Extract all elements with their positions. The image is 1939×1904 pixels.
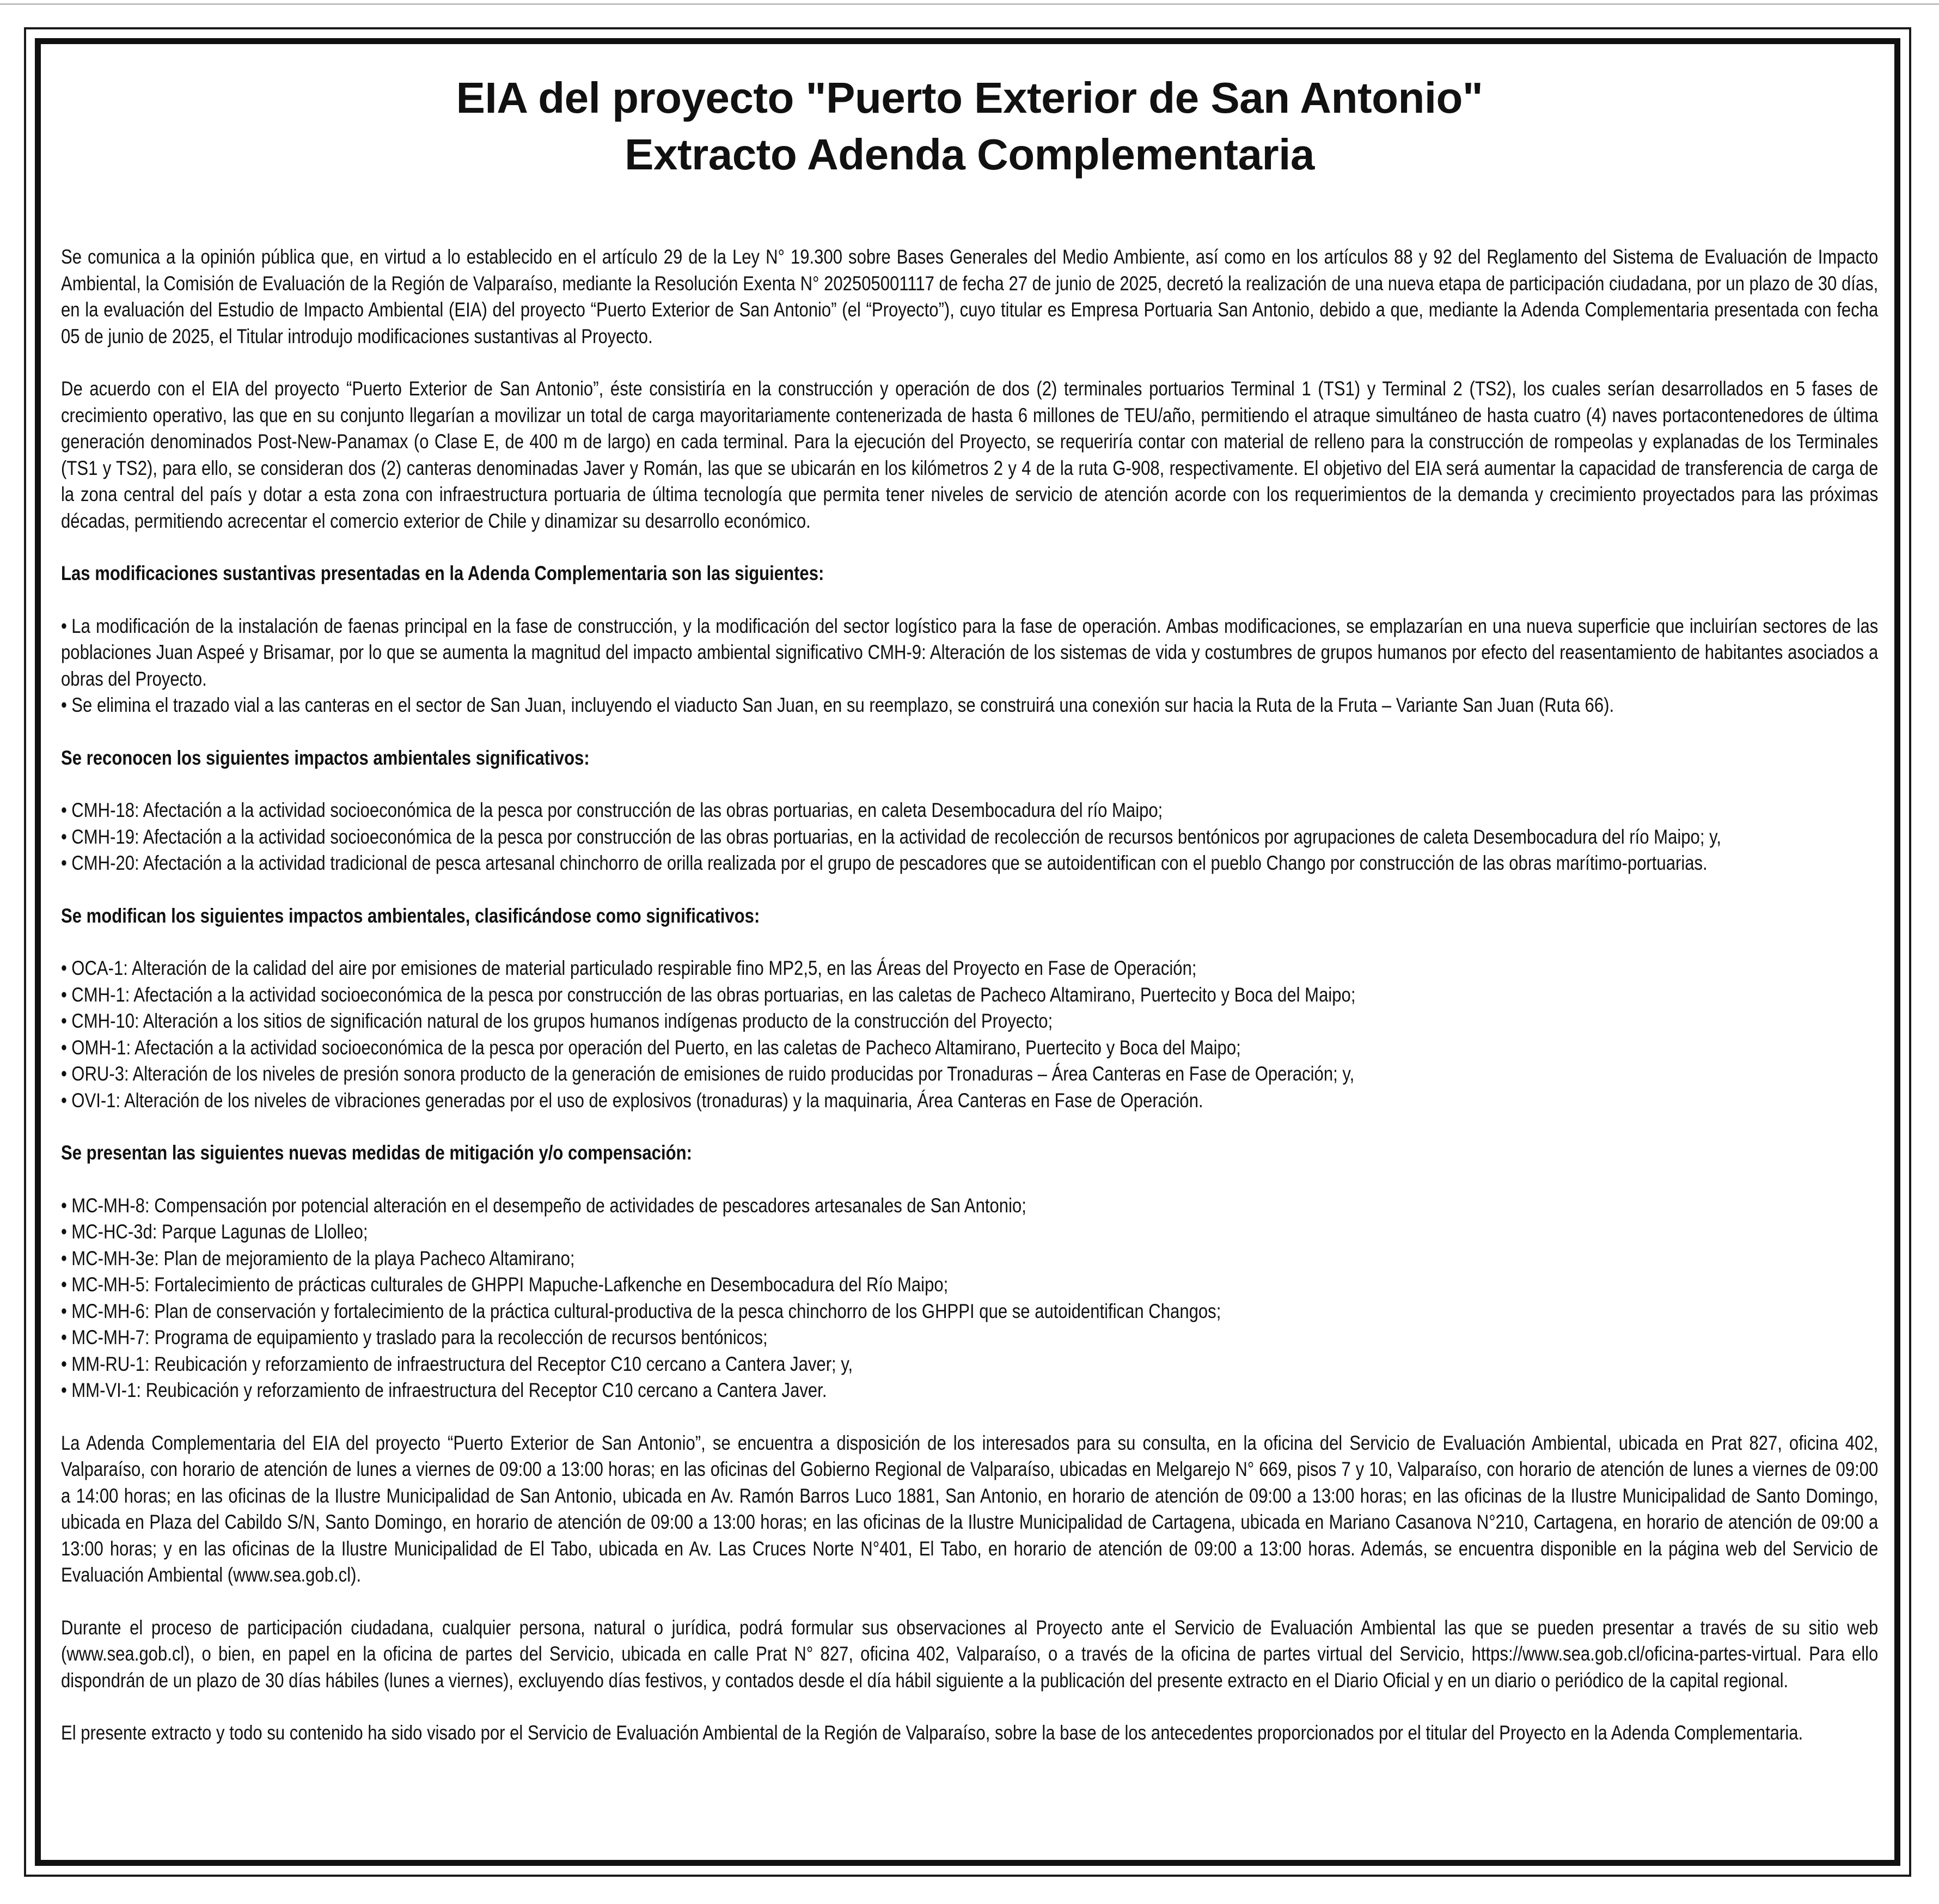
bullet-icon: • — [61, 1063, 67, 1085]
list-item-text: MC-MH-6: Plan de conservación y fortalecimiento de la práctica cultural-productiva de la pesca chinchorro de los GHPPI que se autoidentifican Changos; — [71, 1299, 1221, 1322]
notice-body — [61, 244, 1878, 1747]
list-item — [61, 824, 1878, 851]
list-item — [61, 955, 1878, 982]
list-item-text: MM-RU-1: Reubicación y reforzamiento de infraestructura del Receptor C10 cercano a Cantera Javer; y, — [71, 1352, 853, 1375]
bullet-icon: • — [61, 1010, 67, 1032]
bullet-icon: • — [61, 825, 67, 848]
notice-content — [61, 70, 1878, 1773]
list-item-text: MC-MH-5: Fortalecimiento de prácticas culturales de GHPPI Mapuche-Lafkenche en Desembocadura del Río Maipo; — [71, 1273, 949, 1296]
list-item-text: La modificación de la instalación de faenas principal en la fase de construcción, y la modificación del sector logístico para la fase de operación. Ambas modificaciones, se emplazarían en una nueva superficie que incluirían sectores de las poblaciones Juan Aspeé y Brisamar, por lo que se aumenta la magnitud del impacto ambiental significativo CMH-9: Alteración de los sistemas de vida y costumbres de grupos humanos por efecto del reasentamiento de habitantes asociados a obras del Proyecto. — [61, 614, 1879, 690]
list-item-text: OCA-1: Alteración de la calidad del aire por emisiones de material particulado respirable fino MP2,5, en las Áreas del Proyecto en Fase de Operación; — [71, 957, 1197, 979]
intro-paragraph-1: Se comunica a la opinión pública que, en virtud a lo establecido en el artículo 29 de la Ley N° 19.300 sobre Bases Generales del Medio Ambiente, así como en los artículos 88 y 92 del Reglamento del Sistema de Evaluación de Impacto Ambiental, la Comisión de Evaluación de la Región de Valparaíso, mediante la Resolución Exenta N° 202505001117 de fecha 27 de junio de 2025, decretó la realización de una nueva etapa de participación ciudadana, por un plazo de 30 días, en la evaluación del Estudio de Impacto Ambiental (EIA) del proyecto “Puerto Exterior de San Antonio” (el “Proyecto”), cuyo titular es Empresa Portuaria San Antonio, debido a que, mediante la Adenda Complementaria presentada con fecha 05 de junio de 2025, el Titular introdujo modificaciones sustantivas al Proyecto. — [61, 246, 1879, 347]
title-line-2: Extracto Adenda Complementaria — [625, 130, 1314, 179]
list-item-text: CMH-1: Afectación a la actividad socioeconómica de la pesca por construcción de las obras portuarias, en las caletas de Pacheco Altamirano, Puertecito y Boca del Maipo; — [71, 983, 1356, 1006]
bullet-icon: • — [61, 1247, 67, 1270]
bullet-icon: • — [61, 799, 67, 821]
list-item-text: MC-MH-8: Compensación por potencial alteración en el desempeño de actividades de pescadores artesanales de San Antonio; — [71, 1194, 1026, 1217]
list-impactos-reconocidos — [61, 797, 1878, 877]
list-item-text: CMH-18: Afectación a la actividad socioeconómica de la pesca por construcción de las obras portuarias, en caleta Desembocadura del río Maipo; — [71, 799, 1163, 821]
closing-paragraph-consulta: La Adenda Complementaria del EIA del proyecto “Puerto Exterior de San Antonio”, se encuentra a disposición de los interesados para su consulta, en la oficina del Servicio de Evaluación Ambiental, ubicada en Prat 827, oficina 402, Valparaíso, con horario de atención de lunes a viernes de 09:00 a 13:00 horas; en las oficinas del Gobierno Regional de Valparaíso, ubicadas en Melgarejo N° 669, pisos 7 y 10, Valparaíso, con horario de atención de lunes a viernes de 09:00 a 14:00 horas; en las oficinas de la Ilustre Municipalidad de San Antonio, ubicada en Av. Ramón Barros Luco 1881, San Antonio, en horario de atención de 09:00 a 13:00 horas; en las oficinas de la Ilustre Municipalidad de Santo Domingo, ubicada en Plaza del Cabildo S/N, Santo Domingo, en horario de atención de 09:00 a 13:00 horas; en las oficinas de la Ilustre Municipalidad de Cartagena, ubicada en Mariano Casanova N°210, Cartagena, en horario de atención de 09:00 a 13:00 horas; y en las oficinas de la Ilustre Municipalidad de El Tabo, ubicada en Av. Las Cruces Norte N°401, El Tabo, en horario de atención de 09:00 a 13:00 horas. Además, se encuentra disponible en la página web del Servicio de Evaluación Ambiental (www.sea.gob.cl). — [61, 1431, 1879, 1586]
list-item-text: CMH-19: Afectación a la actividad socioeconómica de la pesca por construcción de las obras portuarias, en la actividad de recolección de recursos bentónicos por agrupaciones de caleta Desembocadura del río Maipo; y, — [71, 825, 1721, 848]
list-item-text: CMH-10: Alteración a los sitios de significación natural de los grupos humanos indígenas producto de la construcción del Proyecto; — [71, 1010, 1053, 1032]
bullet-icon: • — [61, 1194, 67, 1217]
bullet-icon: • — [61, 1379, 67, 1401]
list-item-text: MC-MH-3e: Plan de mejoramiento de la playa Pacheco Altamirano; — [71, 1247, 575, 1270]
bullet-icon: • — [61, 1326, 67, 1348]
list-item-text: ORU-3: Alteración de los niveles de presión sonora producto de la generación de emisiones de ruido producidas por Tronaduras – Área Canteras en Fase de Operación; y, — [71, 1063, 1355, 1085]
intro-paragraph-2: De acuerdo con el EIA del proyecto “Puerto Exterior de San Antonio”, éste consistiría en la construcción y operación de dos (2) terminales portuarios Terminal 1 (TS1) y Terminal 2 (TS2), los cuales serían desarrollados en 5 fases de crecimiento operativo, las que en su conjunto llegarían a movilizar un total de carga mayoritariamente contenerizada de hasta 6 millones de TEU/año, permitiendo el atraque simultáneo de hasta cuatro (4) naves portacontenedores de última generación denominados Post-New-Panamax (o Clase E, de 400 m de largo) en cada terminal. Para la ejecución del Proyecto, se requeriría contar con material de relleno para la construcción de rompeolas y explanadas de los Terminales (TS1 y TS2), para ello, se consideran dos (2) canteras denominadas Javer y Román, las que se ubicarán en los kilómetros 2 y 4 de la ruta G-908, respectivamente. El objetivo del EIA será aumentar la capacidad de transferencia de carga de la zona central del país y dotar a esta zona con infraestructura portuaria de última tecnología que permita tener niveles de servicio de atención acorde con los requerimientos de la demanda y crecimiento proyectados para las próximas décadas, permitiendo acrecentar el comercio exterior de Chile y dinamizar su desarrollo económico. — [61, 377, 1879, 532]
list-item — [61, 1061, 1878, 1088]
list-item — [61, 850, 1878, 877]
list-item-text: CMH-20: Afectación a la actividad tradicional de pesca artesanal chinchorro de orilla realizada por el grupo de pescadores que se autoidentifican con el pueblo Chango por construcción de las obras marítimo-portuarias. — [71, 852, 1708, 874]
closing-paragraph-visado: El presente extracto y todo su contenido ha sido visado por el Servicio de Evaluación Ambiental de la Región de Valparaíso, sobre la base de los antecedentes proporcionados por el titular del Proyecto en la Adenda Complementaria. — [61, 1722, 1803, 1744]
list-item — [61, 1035, 1878, 1061]
list-impactos-modificados — [61, 955, 1878, 1114]
bullet-icon: • — [61, 983, 67, 1006]
list-item — [61, 1298, 1878, 1325]
list-modificaciones — [61, 613, 1878, 719]
bullet-icon: • — [61, 1273, 67, 1296]
section-heading-impactos-modificados: Se modifican los siguientes impactos ambientales, clasificándose como significativos: — [61, 904, 760, 927]
section-heading-medidas: Se presentan las siguientes nuevas medidas de mitigación y/o compensación: — [61, 1142, 692, 1164]
bullet-icon: • — [61, 1299, 67, 1322]
list-item-text: Se elimina el trazado vial a las canteras en el sector de San Juan, incluyendo el viaducto San Juan, en su reemplazo, se construirá una conexión sur hacia la Ruta de la Fruta – Variante San Juan (Ruta 66). — [71, 694, 1614, 716]
list-item — [61, 1193, 1878, 1219]
bullet-icon: • — [61, 1220, 67, 1243]
notice-title — [61, 70, 1878, 183]
list-item — [61, 797, 1878, 824]
list-item — [61, 1008, 1878, 1035]
bullet-icon: • — [61, 957, 67, 979]
list-item — [61, 1351, 1878, 1378]
bullet-icon: • — [61, 1036, 67, 1059]
list-item — [61, 982, 1878, 1009]
list-item — [61, 1325, 1878, 1351]
closing-paragraph-observaciones: Durante el proceso de participación ciudadana, cualquier persona, natural o jurídica, podrá formular sus observaciones al Proyecto ante el Servicio de Evaluación Ambiental las que se pueden presentar a través de su sitio web (www.sea.gob.cl), o bien, en papel en la oficina de partes del Servicio, ubicada en calle Prat N° 827, oficina 402, Valparaíso, o a través de la oficina de partes virtual del Servicio, https://www.sea.gob.cl/oficina-partes-virtual. Para ello dispondrán de un plazo de 30 días hábiles (lunes a viernes), excluyendo días festivos, y contados desde el día hábil siguiente a la publicación del presente extracto en el Diario Oficial y en un diario o periódico de la capital regional. — [61, 1616, 1879, 1692]
list-item-text: OVI-1: Alteración de los niveles de vibraciones generadas por el uso de explosivos (tronaduras) y la maquinaria, Área Canteras en Fase de Operación. — [71, 1089, 1203, 1112]
bullet-icon: • — [61, 614, 67, 637]
list-item — [61, 1272, 1878, 1298]
top-divider-line — [0, 3, 1939, 5]
bullet-icon: • — [61, 694, 67, 716]
section-heading-modificaciones: Las modificaciones sustantivas presentadas en la Adenda Complementaria son las siguientes: — [61, 562, 824, 584]
bullet-icon: • — [61, 1352, 67, 1375]
list-item-text: MM-VI-1: Reubicación y reforzamiento de infraestructura del Receptor C10 cercano a Cantera Javer. — [71, 1379, 827, 1401]
bullet-icon: • — [61, 1089, 67, 1112]
list-item — [61, 1377, 1878, 1404]
section-heading-impactos-reconocidos: Se reconocen los siguientes impactos ambientales significativos: — [61, 746, 590, 769]
list-medidas — [61, 1193, 1878, 1404]
list-item — [61, 613, 1878, 693]
list-item-text: OMH-1: Afectación a la actividad socioeconómica de la pesca por operación del Puerto, en las caletas de Pacheco Altamirano, Puertecito y Boca del Maipo; — [71, 1036, 1241, 1059]
list-item-text: MC-MH-7: Programa de equipamiento y traslado para la recolección de recursos bentónicos; — [71, 1326, 768, 1348]
list-item — [61, 1219, 1878, 1246]
list-item — [61, 1246, 1878, 1272]
bullet-icon: • — [61, 852, 67, 874]
list-item-text: MC-HC-3d: Parque Lagunas de Llolleo; — [71, 1220, 368, 1243]
list-item — [61, 692, 1878, 719]
title-line-1: EIA del proyecto "Puerto Exterior de San Antonio" — [456, 74, 1483, 122]
list-item — [61, 1088, 1878, 1114]
